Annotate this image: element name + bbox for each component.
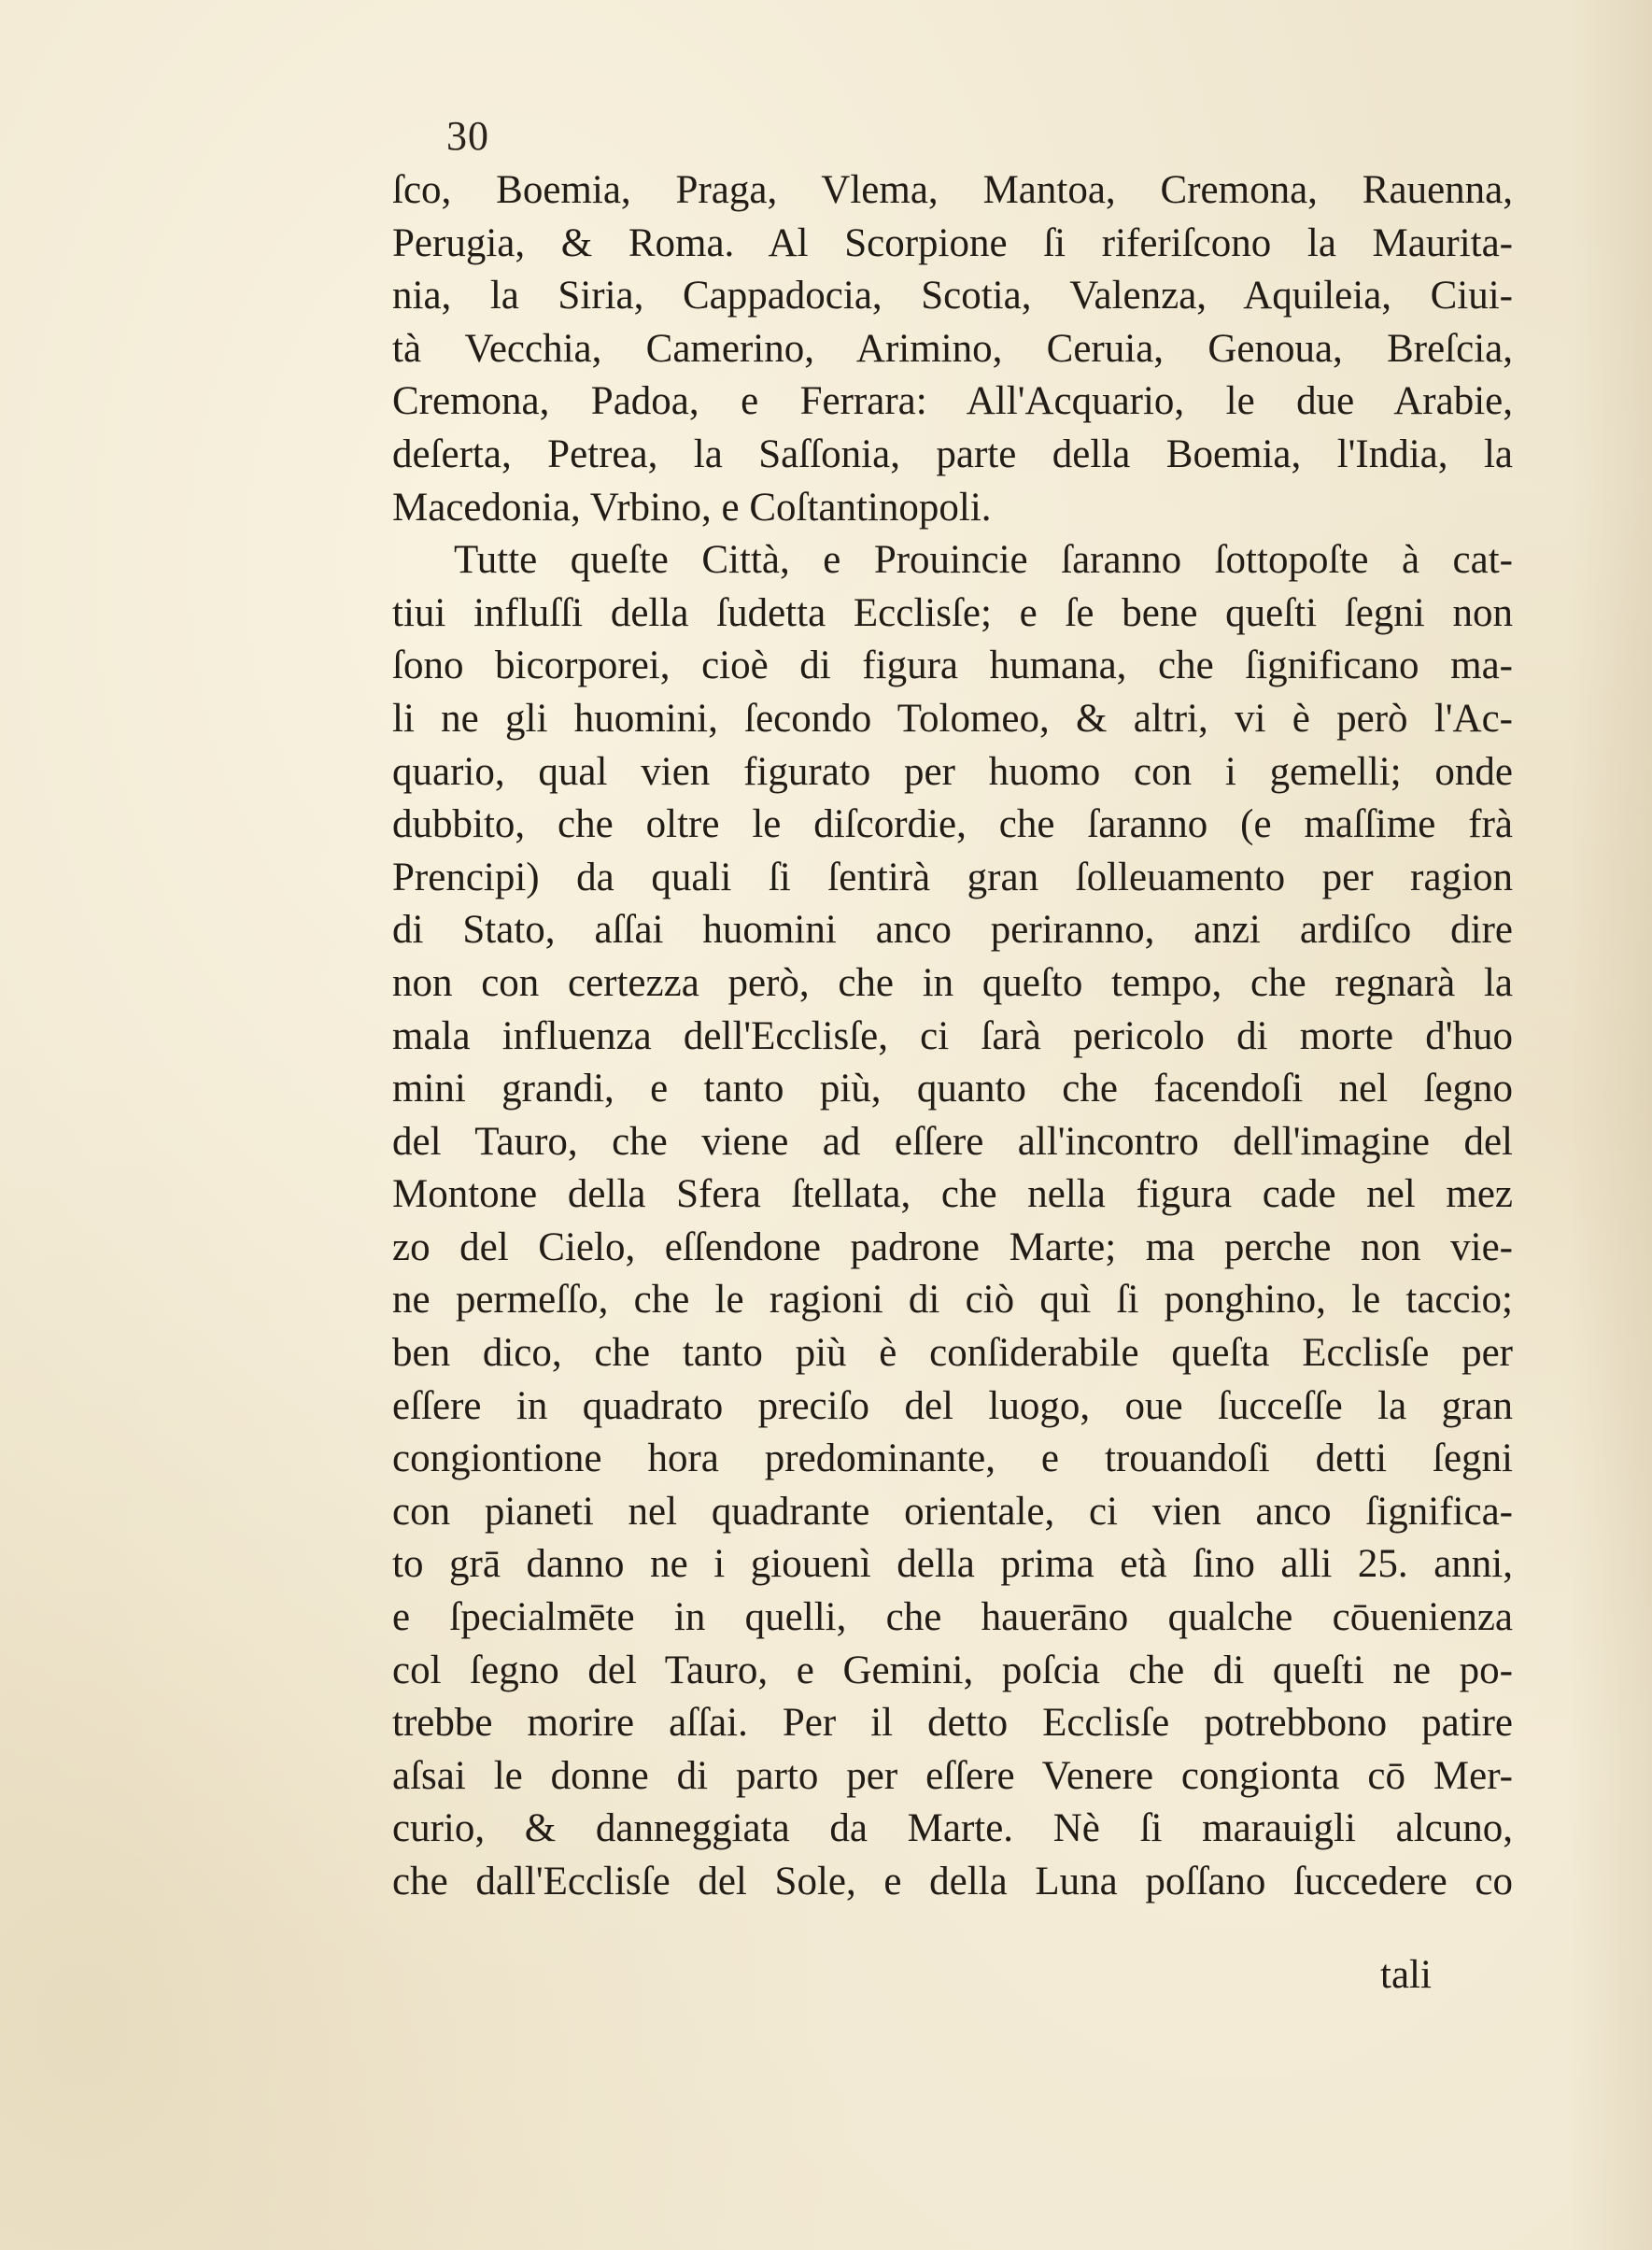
text-line: zo del Cielo, eſſendone padrone Marte; ma perche non vie- [392,1224,1513,1269]
text-line: quario, qual vien figurato per huomo con i gemelli; onde [392,749,1513,794]
text-line: ſono bicorporei, cioè di figura humana, che ſignificano ma- [392,644,1513,688]
text-line: con pianeti nel quadrante orientale, ci vien anco ſignifica- [392,1489,1513,1534]
text-line: ſco, Boemia, Praga, Vlema, Mantoa, Cremona, Rauenna, [392,168,1513,212]
body-text [392,164,1513,1909]
catchword: tali [1380,1953,1432,1997]
text-line: di Stato, aſſai huomini anco periranno, anzi ardiſco dire [392,908,1513,953]
text-line: eſſere in quadrato preciſo del luogo, oue ſucceſſe la gran [392,1383,1513,1428]
text-line: Tutte queſte Città, e Prouincie ſaranno ſottopoſte à cat- [454,538,1513,583]
text-line: dubbito, che oltre le diſcordie, che ſaranno (e maſſime frà [392,802,1513,847]
text-line: Macedonia, Vrbino, e Coſtantinopoli. [392,485,992,530]
text-line: che dall'Ecclisſe del Sole, e della Luna poſſano ſuccedere co [392,1860,1513,1903]
text-line: to grā danno ne i giouenì della prima età ſino alli 25. anni, [392,1542,1513,1587]
text-line: congiontione hora predominante, e trouandoſi detti ſegni [392,1436,1513,1481]
text-line: Prencipi) da quali ſi ſentirà gran ſolleuamento per ragion [392,855,1513,899]
page-edge-shading [1568,0,1652,2250]
text-line: Perugia, & Roma. Al Scorpione ſi riferiſcono la Maurita- [392,220,1513,265]
text-line: non con certezza però, che in queſto tempo, che regnarà la [392,960,1513,1005]
text-line: trebbe morire aſſai. Per il detto Ecclisſe potrebbono patire [392,1701,1513,1746]
text-line: mala influenza dell'Ecclisſe, ci ſarà pericolo di morte d'huo [392,1013,1513,1058]
text-line: col ſegno del Tauro, e Gemini, poſcia che di queſti ne po- [392,1648,1513,1692]
text-line: li ne gli huomini, ſecondo Tolomeo, & altri, vi è però l'Ac- [392,696,1513,741]
text-line: aſsai le donne di parto per eſſere Venere congionta cō Mer- [392,1753,1513,1798]
text-line: tà Vecchia, Camerino, Arimino, Ceruia, Genoua, Breſcia, [392,326,1513,371]
text-line: ne permeſſo, che le ragioni di ciò quì ſi ponghino, le taccio; [392,1278,1513,1323]
text-line: del Tauro, che viene ad eſſere all'incontro dell'imagine del [392,1119,1513,1164]
text-line: ben dico, che tanto più è conſiderabile queſta Ecclisſe per [392,1331,1513,1376]
page-number: 30 [446,113,489,159]
text-line: nia, la Siria, Cappadocia, Scotia, Valenza, Aquileia, Ciui- [392,274,1513,318]
text-line: tiui influſſi della ſudetta Ecclisſe; e ſe bene queſti ſegni non [392,590,1513,635]
text-line: Cremona, Padoa, e Ferrara: All'Acquario, le due Arabie, [392,379,1513,424]
text-line: Montone della Sfera ſtellata, che nella figura cade nel mez [392,1172,1513,1217]
text-line: e ſpecialmēte in quelli, che hauerāno qualche cōuenienza [392,1595,1513,1640]
text-line: mini grandi, e tanto più, quanto che facendoſi nel ſegno [392,1067,1513,1111]
text-line: curio, & danneggiata da Marte. Nè ſi marauigli alcuno, [392,1806,1513,1851]
text-line: deſerta, Petrea, la Saſſonia, parte della Boemia, l'India, la [392,432,1513,476]
